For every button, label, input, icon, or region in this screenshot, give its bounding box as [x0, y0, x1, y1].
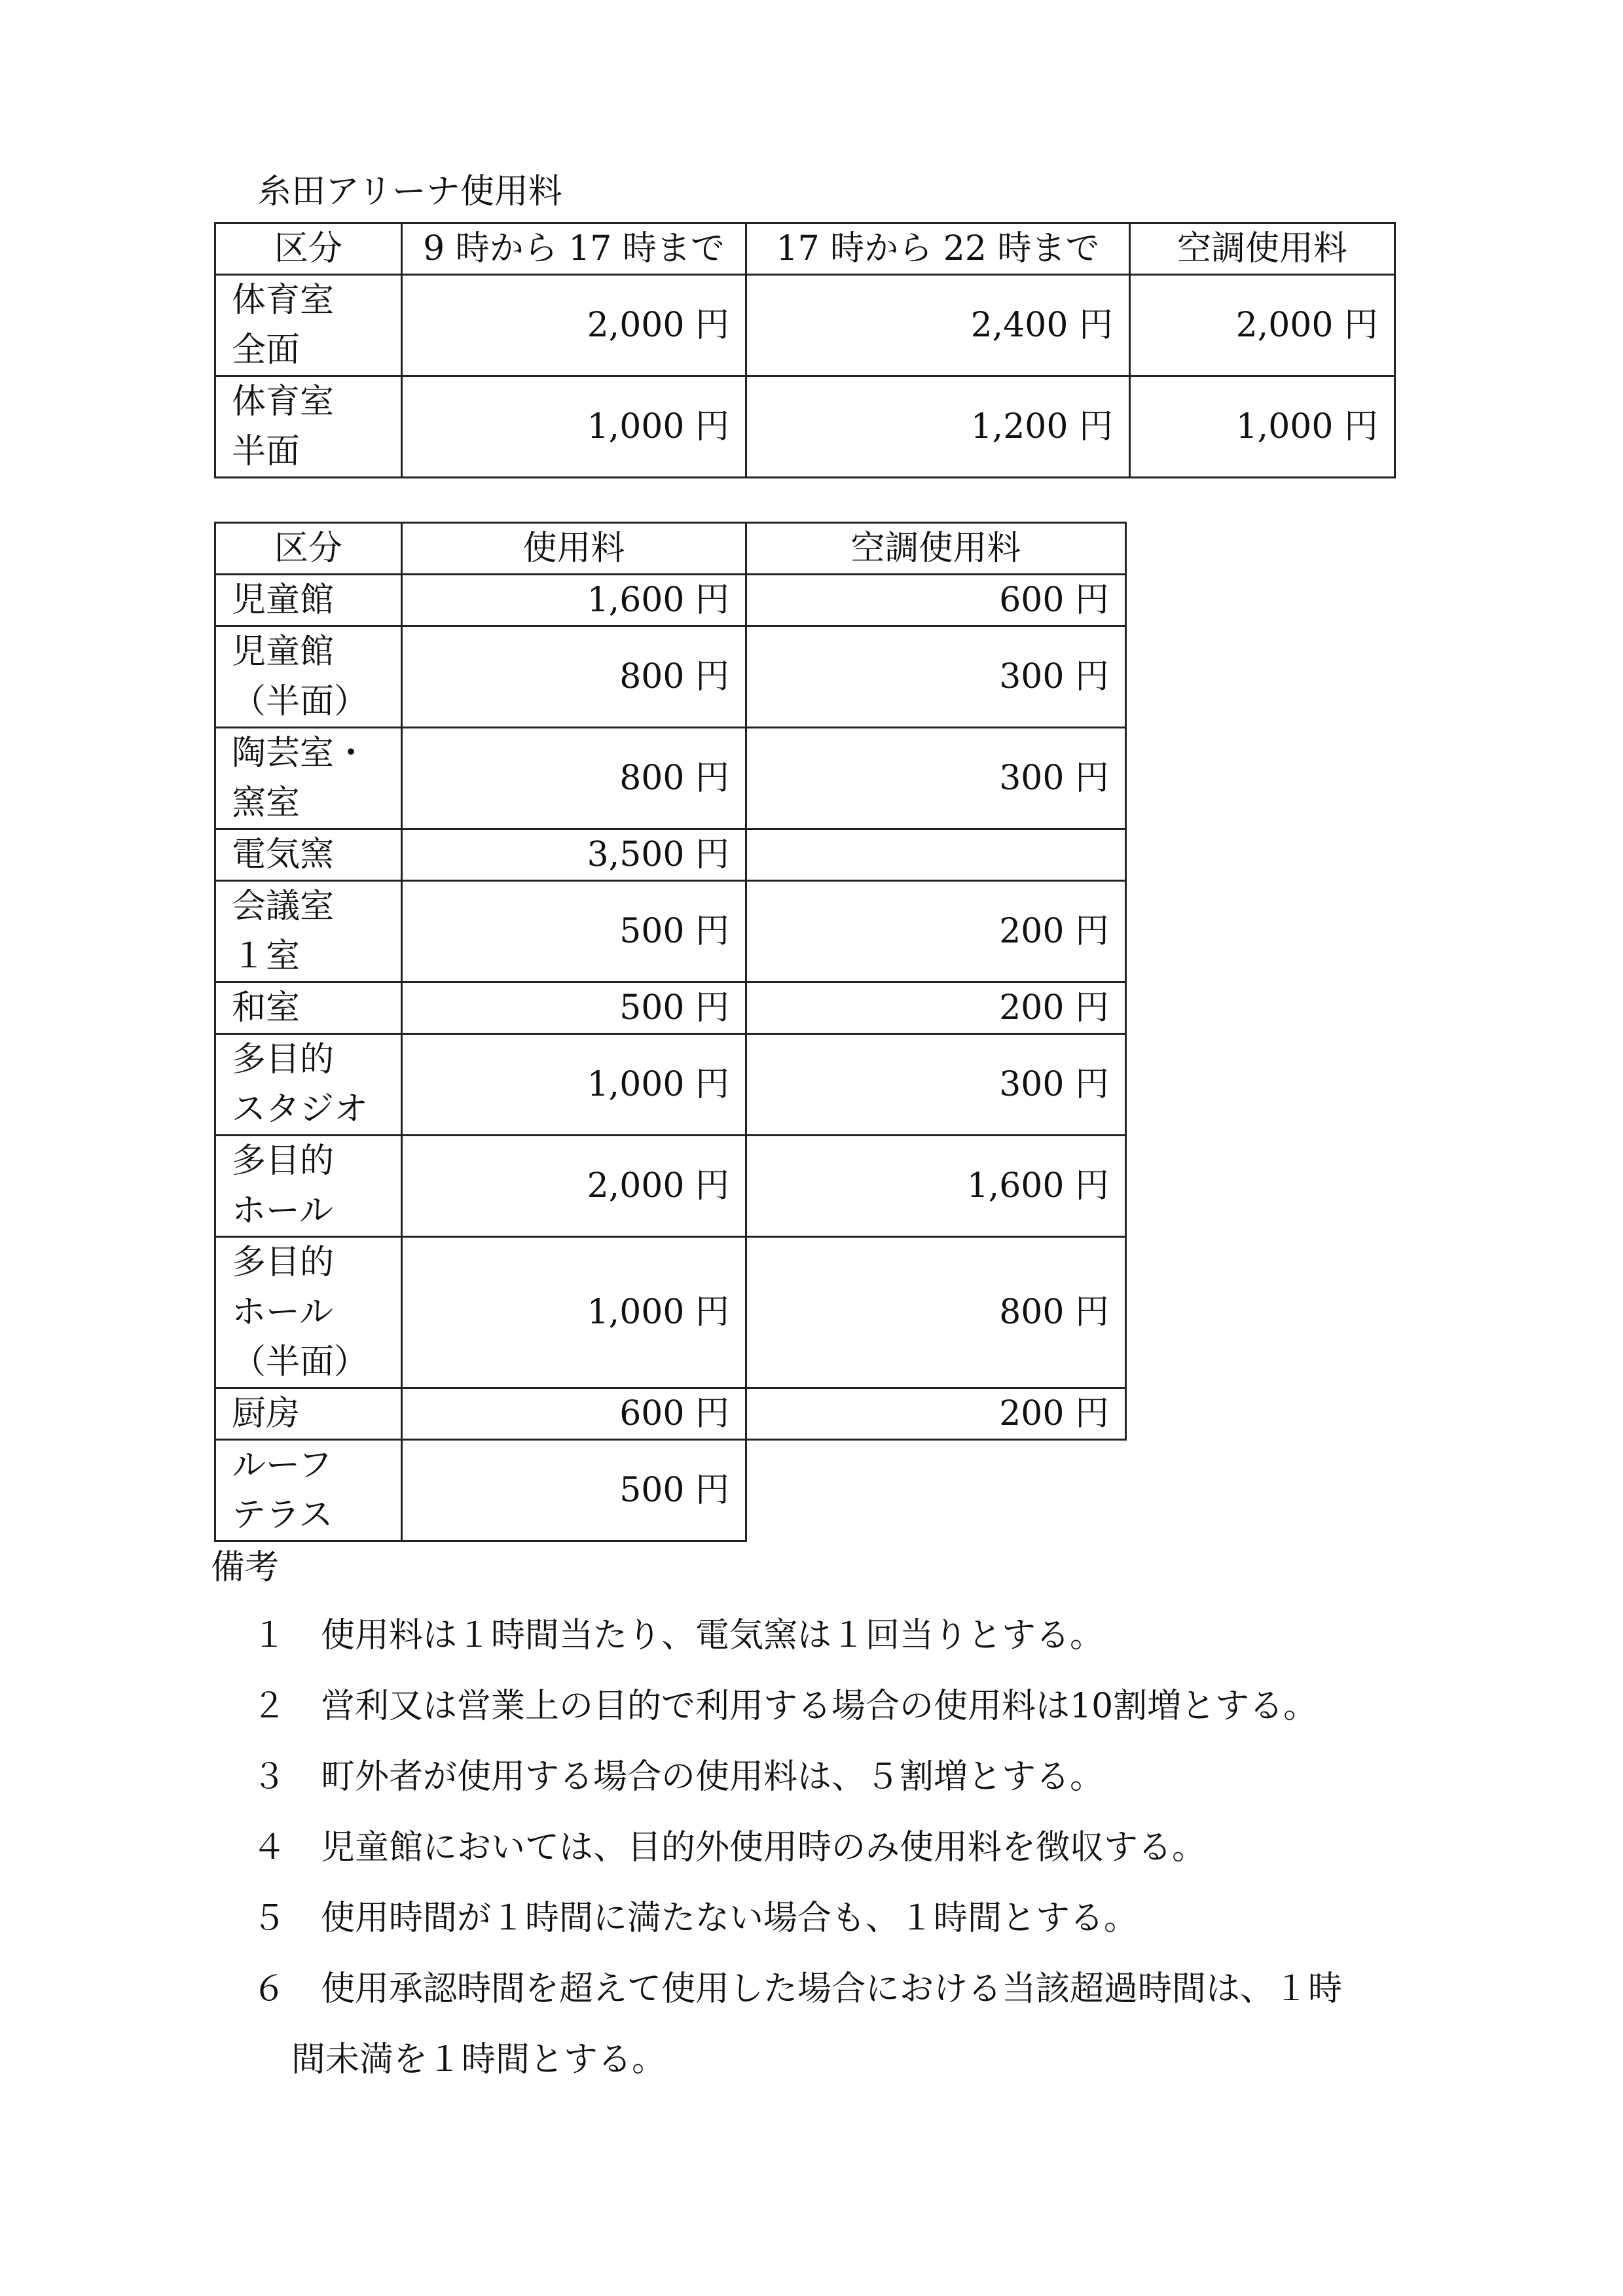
row-label-line: 体育室 [232, 382, 335, 422]
aircon-fee: 800 円 [746, 1237, 1126, 1388]
usage-fee: 600 円 [402, 1388, 746, 1440]
row-label [215, 1440, 402, 1541]
row-label [215, 982, 402, 1034]
remarks-title: 備考 [211, 1548, 280, 1587]
row-label-line: 電気窯 [232, 835, 335, 874]
row-label [215, 626, 402, 728]
row-label [215, 1388, 402, 1440]
daytime-fee: 1,000 円 [402, 376, 746, 478]
row-label-line: （半面） [232, 1342, 369, 1382]
row-label-line: ホール [232, 1293, 333, 1332]
aircon-fee [746, 829, 1126, 881]
evening-fee: 1,200 円 [746, 376, 1130, 478]
facility-table-header-row [215, 523, 1126, 575]
row-label [215, 575, 402, 626]
row-label-line: 多目的 [232, 1141, 335, 1181]
table-row [215, 881, 1126, 982]
row-label-line: 多目的 [232, 1040, 335, 1079]
row-label [215, 1136, 402, 1237]
usage-fee: 800 円 [402, 626, 746, 728]
remark-number: ５ [252, 1899, 287, 1938]
header-fee: 使用料 [402, 523, 746, 575]
remark-text: 使用時間が１時間に満たない場合も、１時間とする。 [321, 1899, 1139, 1938]
remark-text: 使用料は１時間当たり、電気窯は１回当りとする。 [321, 1616, 1104, 1655]
remark-number: ３ [252, 1757, 287, 1797]
row-label [215, 376, 402, 478]
row-label-line: スタジオ [232, 1090, 369, 1129]
row-label-line: 全面 [232, 331, 301, 370]
row-label-line: 体育室 [232, 281, 335, 320]
row-label-line: 和室 [232, 988, 301, 1028]
remark-text: 営利又は営業上の目的で利用する場合の使用料は10割増とする。 [321, 1687, 1318, 1726]
usage-fee: 2,000 円 [402, 1136, 746, 1237]
row-label-line: 児童館 [232, 581, 335, 620]
aircon-fee: 300 円 [746, 626, 1126, 728]
row-label-line: 陶芸室・ [232, 734, 369, 773]
table-row [215, 982, 1126, 1034]
remark-item [252, 1883, 1496, 1954]
aircon-fee: 2,000 円 [1130, 275, 1395, 376]
remark-item [252, 1742, 1496, 1812]
row-label-line: 半面 [232, 432, 301, 471]
usage-fee: 500 円 [402, 982, 746, 1034]
row-label-line: １室 [232, 937, 301, 976]
remark-text: 使用承認時間を超えて使用した場合における当該超過時間は、１時 [321, 1969, 1343, 2009]
row-label-line: ホール [232, 1191, 333, 1230]
remark-number: ６ [252, 1969, 287, 2009]
table-row [215, 1388, 1126, 1440]
remark-number: ２ [252, 1687, 287, 1726]
remark-number: ４ [252, 1828, 287, 1867]
aircon-fee: 1,600 円 [746, 1136, 1126, 1237]
table-row [215, 376, 1395, 478]
table-row [215, 575, 1126, 626]
table-row [215, 1034, 1126, 1136]
table-row [215, 1440, 1126, 1541]
remark-item [252, 1812, 1496, 1883]
header-daytime: 9 時から 17 時まで [402, 223, 746, 275]
header-evening: 17 時から 22 時まで [746, 223, 1130, 275]
row-label [215, 1237, 402, 1388]
usage-fee: 1,000 円 [402, 1034, 746, 1136]
aircon-fee: 600 円 [746, 575, 1126, 626]
row-label-line: 厨房 [232, 1394, 301, 1433]
row-label-line: ルーフ [232, 1446, 333, 1485]
remark-number: １ [252, 1616, 287, 1655]
header-aircon: 空調使用料 [1130, 223, 1395, 275]
remark-text: 児童館においては、目的外使用時のみ使用料を徴収する。 [321, 1828, 1207, 1867]
remark-item [252, 1600, 1496, 1671]
remarks-list [252, 1600, 1496, 2095]
aircon-fee-none [746, 1440, 1126, 1541]
page-title: 糸田アリーナ使用料 [257, 172, 562, 211]
row-label-line: テラス [232, 1496, 333, 1535]
remark-continuation: 間未満を１時間とする。 [291, 2040, 666, 2079]
row-label-line: 会議室 [232, 887, 335, 926]
arena-fee-table [214, 222, 1396, 478]
row-label [215, 881, 402, 982]
table-row [215, 829, 1126, 881]
aircon-fee: 200 円 [746, 1388, 1126, 1440]
usage-fee: 500 円 [402, 1440, 746, 1541]
table-row [215, 275, 1395, 376]
facility-fee-table [214, 522, 1127, 1542]
row-label [215, 829, 402, 881]
usage-fee: 3,500 円 [402, 829, 746, 881]
table-row [215, 1136, 1126, 1237]
remark-item [252, 1954, 1496, 2024]
row-label-line: 多目的 [232, 1243, 335, 1282]
remark-item [252, 1671, 1496, 1742]
aircon-fee: 300 円 [746, 728, 1126, 829]
usage-fee: 500 円 [402, 881, 746, 982]
usage-fee: 1,000 円 [402, 1237, 746, 1388]
evening-fee: 2,400 円 [746, 275, 1130, 376]
table-row [215, 728, 1126, 829]
usage-fee: 800 円 [402, 728, 746, 829]
row-label-line: （半面） [232, 682, 369, 721]
row-label-line: 窯室 [232, 783, 301, 823]
usage-fee: 1,600 円 [402, 575, 746, 626]
row-label [215, 728, 402, 829]
aircon-fee: 1,000 円 [1130, 376, 1395, 478]
daytime-fee: 2,000 円 [402, 275, 746, 376]
table-row [215, 626, 1126, 728]
aircon-fee: 200 円 [746, 982, 1126, 1034]
header-category: 区分 [215, 523, 402, 575]
row-label-line: 児童館 [232, 632, 335, 672]
aircon-fee: 200 円 [746, 881, 1126, 982]
table-row [215, 1237, 1126, 1388]
remark-text: 町外者が使用する場合の使用料は、５割増とする。 [321, 1757, 1104, 1797]
header-aircon: 空調使用料 [746, 523, 1126, 575]
arena-table-header-row [215, 223, 1395, 275]
row-label [215, 1034, 402, 1136]
header-category: 区分 [215, 223, 402, 275]
aircon-fee: 300 円 [746, 1034, 1126, 1136]
row-label [215, 275, 402, 376]
